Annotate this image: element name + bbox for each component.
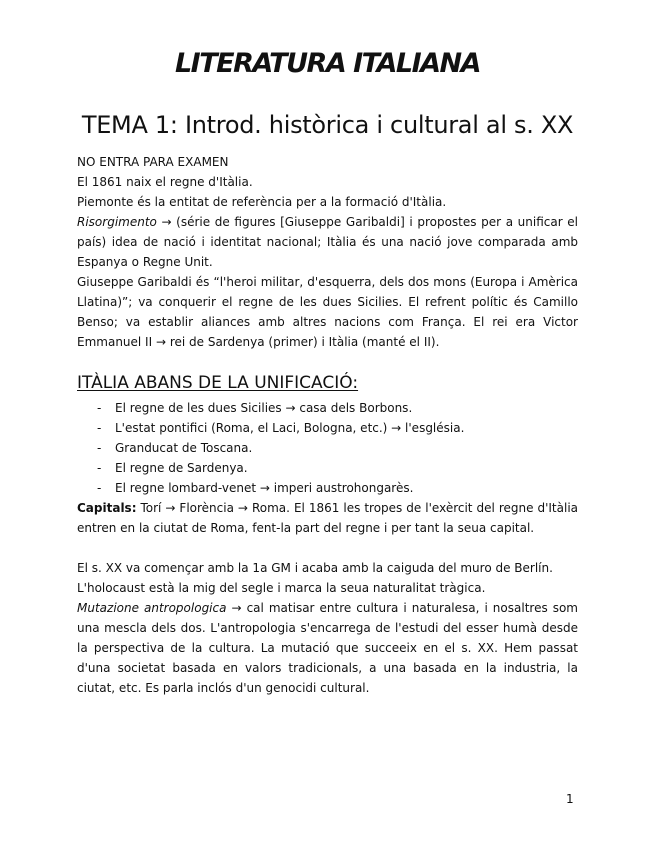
section-heading: ITÀLIA ABANS DE LA UNIFICACIÓ:: [77, 373, 359, 393]
term-mutazione: Mutazione antropologica: [77, 601, 227, 615]
paragraph-risorgimento: [77, 212, 578, 272]
exam-note: NO ENTRA PARA EXAMEN: [77, 155, 229, 169]
list-item: - Granducat de Toscana.: [77, 438, 578, 458]
paragraph-1861: El 1861 naix el regne d'Itàlia.: [77, 175, 253, 189]
list-item: - El regne de Sardenya.: [77, 458, 578, 478]
list-item: - El regne lombard-venet → imperi austrohongarès.: [77, 478, 578, 498]
paragraph-spacer: [77, 538, 578, 558]
list-item: - El regne de les dues Sicilies → casa dels Borbons.: [77, 398, 578, 418]
list-item: - L'estat pontifici (Roma, el Laci, Bologna, etc.) → l'església.: [77, 418, 578, 438]
states-list: [77, 398, 578, 498]
page-number: 1: [566, 792, 574, 806]
theme-title: TEMA 1: Introd. històrica i cultural al s. XX: [81, 111, 574, 139]
paragraph-garibaldi: Giuseppe Garibaldi és “l'heroi militar, d'esquerra, dels dos mons (Europa i Amèrica Llatina)”; va conquerir el regne de les dues Sicilies. El refrent polític és Camillo Benso; va establir aliances amb altres nacions com França. El rei era Victor Emmanuel II → rei de Sardenya (primer) i Itàlia (manté el II).: [77, 275, 578, 349]
term-risorgimento: Risorgimento: [77, 215, 157, 229]
capitals-label: Capitals:: [77, 501, 137, 515]
risorgimento-text: → (série de figures [Giuseppe Garibaldi] i propostes per a unificar el país) idea de nació i identitat nacional; Itàlia és una nació jove comparada amb Espanya o Regne Unit.: [77, 215, 578, 269]
mutazione-text: → cal matisar entre cultura i naturalesa, i nosaltres som una mescla dels dos. L'antropologia s'encarrega de l'estudi del esser humà desde la perspectiva de la cultura. La mutació que succeeix en el s. XX. Hem passat d'una societat basada en valors tradicionals, a una basada en la industria, la ciutat, etc. Es parla inclós d'un genocidi cultural.: [77, 601, 579, 695]
paragraph-capitals: [77, 498, 578, 538]
document-body: [77, 152, 578, 698]
paragraph-piemonte: Piemonte és la entitat de referència per a la formació d'Itàlia.: [77, 195, 447, 209]
main-title: LITERATURA ITALIANA: [174, 48, 481, 79]
paragraph-segle-xx: El s. XX va començar amb la 1a GM i acaba amb la caiguda del muro de Berlín.: [77, 561, 553, 575]
paragraph-holocaust: L'holocaust està la mig del segle i marca la seua naturalitat tràgica.: [77, 581, 486, 595]
paragraph-mutazione: [77, 598, 578, 698]
capitals-text: Torí → Florència → Roma. El 1861 les tropes de l'exèrcit del regne d'Itàlia entren en la ciutat de Roma, fent-la part del regne i per tant la seua capital.: [77, 501, 578, 535]
